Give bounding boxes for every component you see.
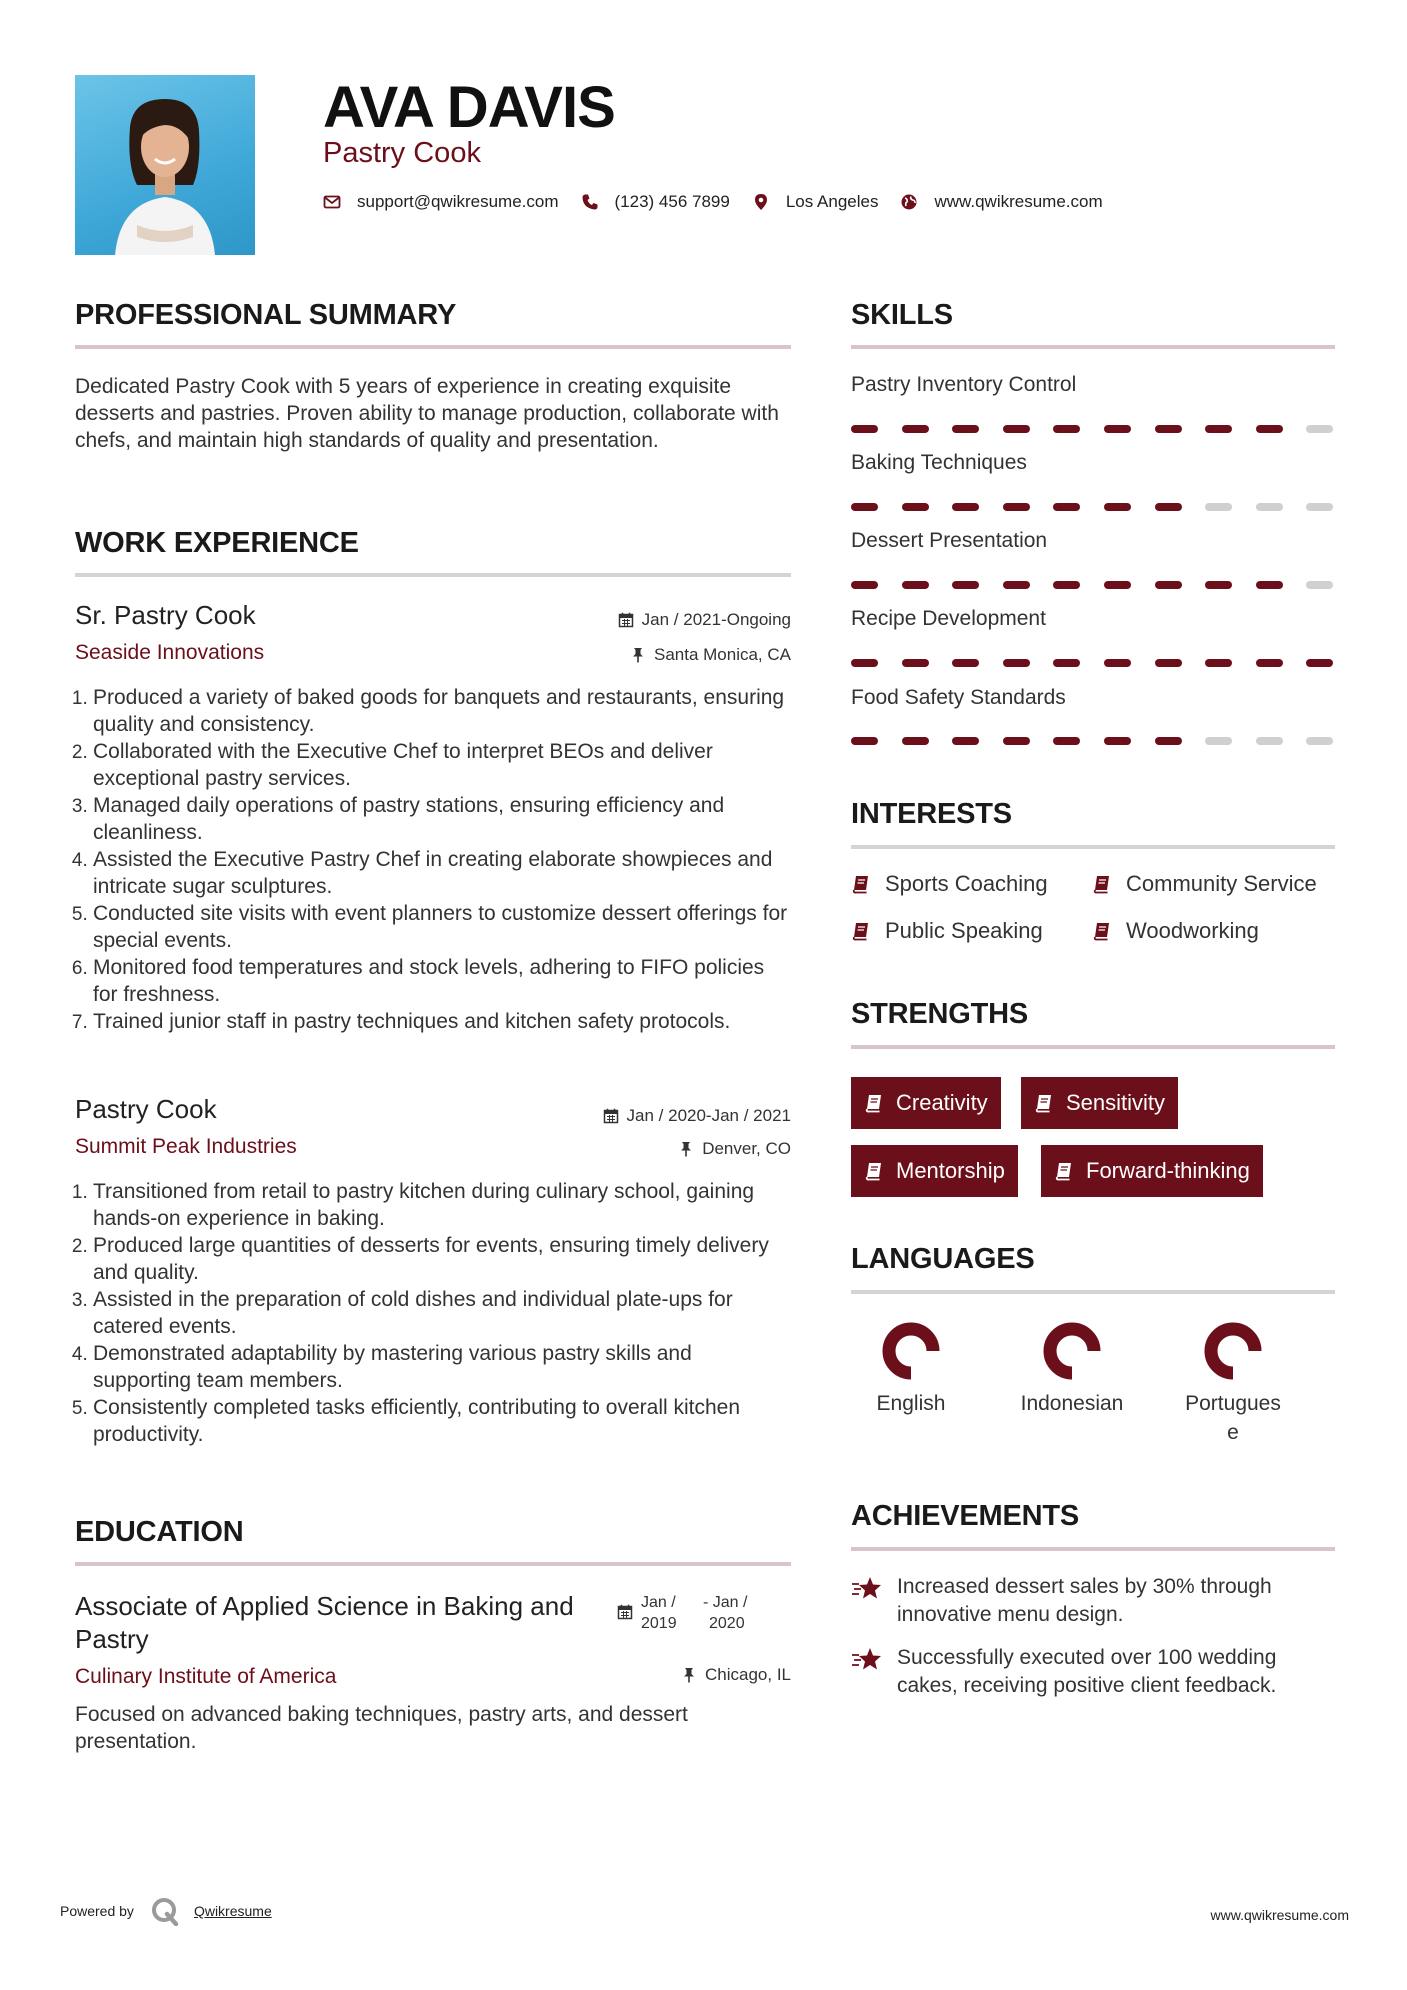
summary-divider	[75, 345, 791, 349]
rating-dash	[1104, 425, 1131, 433]
rating-dash	[1104, 737, 1131, 745]
candidate-name: AVA DAVIS	[323, 75, 615, 140]
rating-dash	[1053, 503, 1080, 511]
education-location-text: Chicago, IL	[705, 1665, 791, 1684]
footer-powered-by	[60, 1896, 272, 1926]
list-item: 7. Trained junior staff in pastry techniques and kitchen safety protocols.	[93, 1008, 791, 1035]
language-name: Indonesian	[1020, 1392, 1124, 1415]
interest-item	[1092, 918, 1259, 944]
rating-dash	[902, 581, 929, 589]
rating-dash	[1205, 503, 1232, 511]
strength-tag	[851, 1145, 1018, 1197]
contact-location	[752, 192, 879, 212]
rating-dash	[1306, 659, 1333, 667]
job-location-text: Denver, CO	[702, 1139, 791, 1158]
school-name: Culinary Institute of America	[75, 1665, 337, 1688]
job-location	[630, 645, 791, 665]
rating-dash	[952, 581, 979, 589]
degree-title: Associate of Applied Science in Baking and Pastry	[75, 1591, 574, 1654]
phone-text: (123) 456 7899	[614, 192, 730, 211]
rating-dash	[1155, 659, 1182, 667]
rating-dash	[1306, 581, 1333, 589]
skill-name: Recipe Development	[851, 607, 1046, 630]
language-name: Portugues	[1185, 1392, 1281, 1415]
interest-label: Woodworking	[1126, 918, 1259, 943]
job-location-text: Santa Monica, CA	[653, 645, 791, 664]
rating-dash	[902, 659, 929, 667]
interest-item	[1092, 871, 1317, 897]
job-company: Seaside Innovations	[75, 641, 265, 664]
interest-item	[851, 918, 1043, 944]
book-icon	[1034, 1093, 1054, 1113]
book-icon	[864, 1161, 884, 1181]
contact-bar	[323, 192, 1125, 212]
interests-heading: INTERESTS	[851, 798, 1012, 830]
proficiency-ring	[1040, 1319, 1104, 1383]
location-text: Los Angeles	[785, 192, 879, 211]
rating-dash	[1155, 425, 1182, 433]
email-text: support@qwikresume.com	[357, 192, 559, 211]
qwikresume-logo-icon	[150, 1896, 180, 1926]
star-icon	[851, 1646, 883, 1674]
rating-dash	[1155, 581, 1182, 589]
job-location	[678, 1139, 791, 1159]
rating-dash	[1205, 737, 1232, 745]
interest-label: Sports Coaching	[885, 871, 1048, 896]
book-icon	[851, 874, 871, 894]
list-item: 3. Assisted in the preparation of cold dishes and individual plate-ups for catered events.	[93, 1286, 791, 1340]
profile-photo	[75, 75, 255, 255]
rating-dash	[1053, 659, 1080, 667]
proficiency-ring	[1201, 1319, 1265, 1383]
list-item: 6. Monitored food temperatures and stock levels, adhering to FIFO policies for freshness.	[93, 954, 791, 1008]
education-end-year: 2020	[709, 1615, 745, 1632]
book-icon	[1092, 874, 1112, 894]
rating-dash	[1003, 581, 1030, 589]
education-dates	[617, 1592, 747, 1634]
rating-dash	[952, 737, 979, 745]
rating-dash	[1155, 737, 1182, 745]
contact-email[interactable]	[323, 192, 559, 212]
rating-dash	[1205, 425, 1232, 433]
skill-name: Dessert Presentation	[851, 529, 1048, 552]
rating-dash	[1256, 581, 1283, 589]
achievement-item	[851, 1573, 1335, 1629]
education-end	[703, 1592, 747, 1634]
list-item: 5. Conducted site visits with event planners to customize dessert offerings for special events.	[93, 900, 791, 954]
interest-item	[851, 871, 1048, 897]
language-item	[1012, 1319, 1132, 1418]
envelope-icon	[323, 193, 341, 211]
rating-dash	[1104, 581, 1131, 589]
rating-dash	[1003, 737, 1030, 745]
job-dates-text: Jan / 2021-Ongoing	[641, 610, 791, 629]
rating-dash	[1003, 503, 1030, 511]
education-start	[641, 1592, 703, 1634]
achievement-text: Increased dessert sales by 30% through innovative menu design.	[897, 1575, 1272, 1626]
summary-heading: PROFESSIONAL SUMMARY	[75, 299, 457, 331]
skill-name: Food Safety Standards	[851, 686, 1066, 709]
job-title: Pastry Cook	[75, 1094, 217, 1124]
pin-icon	[630, 647, 646, 663]
education-end-month: - Jan /	[703, 1594, 748, 1611]
pin-icon	[678, 1141, 694, 1157]
strength-label: Creativity	[896, 1090, 988, 1115]
rating-dash	[1256, 425, 1283, 433]
list-item: 4. Demonstrated adaptability by mastering various pastry skills and supporting team members.	[93, 1340, 791, 1394]
person-portrait-image	[75, 75, 255, 255]
strength-tag	[1021, 1077, 1178, 1129]
list-item: 1. Produced a variety of baked goods for banquets and restaurants, ensuring quality and consistency.	[93, 684, 791, 738]
candidate-title: Pastry Cook	[323, 137, 481, 169]
education-location	[681, 1665, 791, 1685]
rating-dash	[1205, 659, 1232, 667]
achievement-text: Successfully executed over 100 wedding cakes, receiving positive client feedback.	[897, 1646, 1277, 1697]
book-icon	[1092, 921, 1112, 941]
strength-label: Mentorship	[896, 1158, 1005, 1183]
education-divider	[75, 1562, 791, 1566]
strengths-heading: STRENGTHS	[851, 998, 1029, 1030]
globe-icon	[900, 193, 918, 211]
book-icon	[851, 921, 871, 941]
rating-dash	[902, 425, 929, 433]
skills-heading: SKILLS	[851, 299, 953, 331]
brand-link[interactable]: Qwikresume	[193, 1903, 272, 1919]
rating-dash	[1256, 503, 1283, 511]
achievements-heading: ACHIEVEMENTS	[851, 1500, 1080, 1532]
phone-icon	[581, 193, 599, 211]
rating-dash	[1306, 503, 1333, 511]
rating-dash	[851, 581, 878, 589]
interest-label: Public Speaking	[885, 918, 1043, 943]
rating-dash	[902, 503, 929, 511]
rating-dash	[851, 659, 878, 667]
rating-dash	[952, 425, 979, 433]
website-text: www.qwikresume.com	[934, 192, 1103, 211]
job-responsibilities	[75, 684, 791, 1035]
skill-rating	[851, 503, 1357, 511]
interest-label: Community Service	[1126, 871, 1317, 896]
rating-dash	[851, 503, 878, 511]
strength-tag	[851, 1077, 1001, 1129]
rating-dash	[851, 737, 878, 745]
education-start-year: 2019	[641, 1615, 677, 1632]
rating-dash	[1256, 659, 1283, 667]
language-item	[851, 1319, 971, 1418]
strengths-divider	[851, 1045, 1335, 1049]
skill-rating	[851, 581, 1357, 589]
rating-dash	[1003, 425, 1030, 433]
star-icon	[851, 1575, 883, 1603]
rating-dash	[1003, 659, 1030, 667]
languages-heading: LANGUAGES	[851, 1243, 1035, 1275]
language-name-wrap: e	[1227, 1421, 1239, 1444]
rating-dash	[952, 659, 979, 667]
language-name: English	[876, 1392, 946, 1415]
language-item	[1173, 1319, 1293, 1447]
rating-dash	[1256, 737, 1283, 745]
rating-dash	[1104, 659, 1131, 667]
book-icon	[1054, 1161, 1074, 1181]
list-item: 1. Transitioned from retail to pastry kitchen during culinary school, gaining hands-on experience in baking.	[93, 1178, 791, 1232]
strength-label: Sensitivity	[1066, 1090, 1166, 1115]
proficiency-ring	[879, 1319, 943, 1383]
pin-icon	[681, 1667, 697, 1683]
calendar-icon	[603, 1108, 619, 1124]
job-dates-text: Jan / 2020-Jan / 2021	[626, 1106, 791, 1125]
rating-dash	[1053, 737, 1080, 745]
rating-dash	[1053, 581, 1080, 589]
footer-website[interactable]: www.qwikresume.com	[1210, 1907, 1349, 1923]
book-icon	[864, 1093, 884, 1113]
rating-dash	[1053, 425, 1080, 433]
education-start-month: Jan /	[641, 1594, 676, 1611]
contact-website[interactable]	[900, 192, 1102, 212]
job-dates	[603, 1106, 791, 1126]
job-company: Summit Peak Industries	[75, 1135, 297, 1158]
experience-heading: WORK EXPERIENCE	[75, 527, 359, 559]
skill-rating	[851, 659, 1357, 667]
calendar-icon	[617, 1604, 633, 1620]
strength-tag	[1041, 1145, 1263, 1197]
achievements-divider	[851, 1547, 1335, 1551]
strength-label: Forward-thinking	[1086, 1158, 1250, 1183]
rating-dash	[1306, 425, 1333, 433]
rating-dash	[1306, 737, 1333, 745]
skill-name: Baking Techniques	[851, 451, 1027, 474]
interests-divider	[851, 845, 1335, 849]
skills-divider	[851, 345, 1335, 349]
rating-dash	[1104, 503, 1131, 511]
list-item: 2. Produced large quantities of desserts for events, ensuring timely delivery and quality.	[93, 1232, 791, 1286]
job-dates	[618, 610, 791, 630]
rating-dash	[1155, 503, 1182, 511]
job-responsibilities	[75, 1178, 791, 1448]
achievement-item	[851, 1644, 1335, 1700]
skill-rating	[851, 425, 1357, 433]
education-description: Focused on advanced baking techniques, pastry arts, and dessert presentation.	[75, 1703, 688, 1753]
rating-dash	[902, 737, 929, 745]
education-heading: EDUCATION	[75, 1516, 244, 1548]
contact-phone[interactable]	[581, 192, 730, 212]
list-item: 3. Managed daily operations of pastry stations, ensuring efficiency and cleanliness.	[93, 792, 791, 846]
skill-name: Pastry Inventory Control	[851, 373, 1077, 396]
map-marker-icon	[752, 193, 770, 211]
list-item: 4. Assisted the Executive Pastry Chef in creating elaborate showpieces and intricate sugar sculptures.	[93, 846, 791, 900]
rating-dash	[952, 503, 979, 511]
experience-divider	[75, 573, 791, 577]
calendar-icon	[618, 612, 634, 628]
languages-divider	[851, 1290, 1335, 1294]
skill-rating	[851, 737, 1357, 745]
powered-by-label: Powered by	[60, 1903, 134, 1919]
list-item: 5. Consistently completed tasks efficiently, contributing to overall kitchen productivity.	[93, 1394, 791, 1448]
rating-dash	[1205, 581, 1232, 589]
list-item: 2. Collaborated with the Executive Chef to interpret BEOs and deliver exceptional pastry services.	[93, 738, 791, 792]
job-title: Sr. Pastry Cook	[75, 600, 256, 630]
rating-dash	[851, 425, 878, 433]
summary-text: Dedicated Pastry Cook with 5 years of experience in creating exquisite desserts and pastries. Proven ability to manage production, collaborate with chefs, and maintain high standards of quality and presentation.	[75, 375, 779, 452]
